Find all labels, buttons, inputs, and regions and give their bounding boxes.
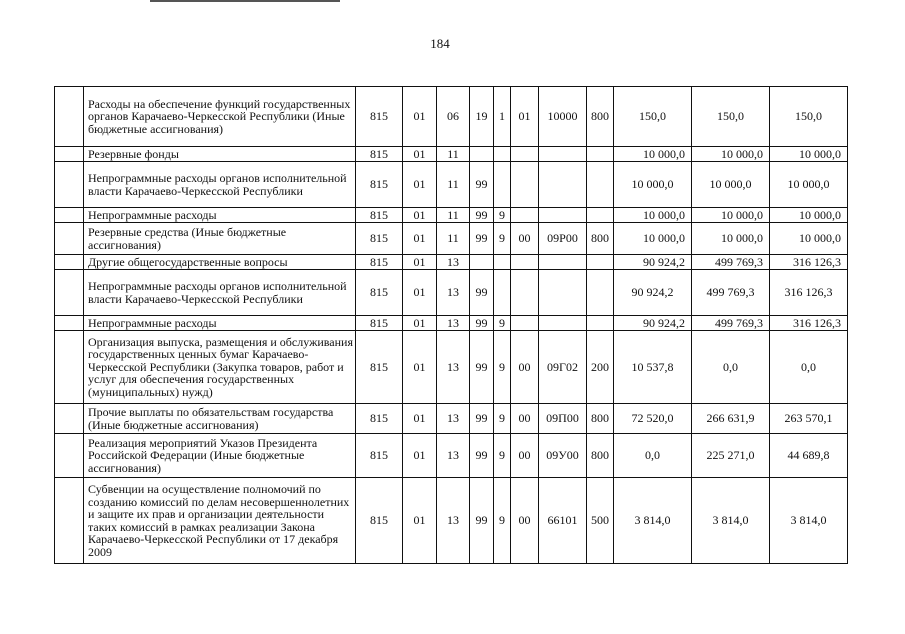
code-cell bbox=[494, 147, 511, 162]
expense-name-cell: Непрограммные расходы bbox=[84, 316, 356, 331]
code-cell: 01 bbox=[403, 434, 437, 478]
amount-cell: 266 631,9 bbox=[692, 404, 770, 434]
code-cell: 00 bbox=[511, 478, 539, 564]
code-cell: 815 bbox=[356, 404, 403, 434]
code-cell bbox=[539, 316, 587, 331]
code-cell: 9 bbox=[494, 223, 511, 255]
amount-cell: 90 924,2 bbox=[614, 316, 692, 331]
amount-cell: 10 000,0 bbox=[692, 208, 770, 223]
code-cell: 9 bbox=[494, 434, 511, 478]
table-row bbox=[55, 478, 848, 564]
page-number: 184 bbox=[430, 36, 450, 51]
code-cell bbox=[539, 208, 587, 223]
row-number-cell bbox=[55, 208, 84, 223]
amount-cell: 150,0 bbox=[692, 87, 770, 147]
code-cell: 01 bbox=[403, 87, 437, 147]
code-cell bbox=[539, 147, 587, 162]
code-cell: 815 bbox=[356, 147, 403, 162]
code-cell bbox=[587, 147, 614, 162]
code-cell: 13 bbox=[437, 255, 470, 270]
code-cell: 815 bbox=[356, 87, 403, 147]
code-cell: 815 bbox=[356, 270, 403, 316]
amount-cell: 316 126,3 bbox=[770, 270, 848, 316]
amount-cell: 10 000,0 bbox=[770, 208, 848, 223]
amount-cell: 10 000,0 bbox=[614, 162, 692, 208]
expense-name-cell: Непрограммные расходы органов исполнительной власти Карачаево-Черкесской Республики bbox=[84, 162, 356, 208]
code-cell bbox=[470, 255, 494, 270]
code-cell: 800 bbox=[587, 223, 614, 255]
code-cell: 9 bbox=[494, 316, 511, 331]
code-cell: 99 bbox=[470, 162, 494, 208]
code-cell: 10000 bbox=[539, 87, 587, 147]
row-number-cell bbox=[55, 270, 84, 316]
amount-cell: 10 000,0 bbox=[614, 223, 692, 255]
code-cell: 99 bbox=[470, 208, 494, 223]
code-cell: 815 bbox=[356, 208, 403, 223]
amount-cell: 225 271,0 bbox=[692, 434, 770, 478]
row-number-cell bbox=[55, 331, 84, 404]
amount-cell: 499 769,3 bbox=[692, 316, 770, 331]
code-cell: 99 bbox=[470, 223, 494, 255]
amount-cell: 44 689,8 bbox=[770, 434, 848, 478]
code-cell: 13 bbox=[437, 270, 470, 316]
code-cell: 09У00 bbox=[539, 434, 587, 478]
amount-cell: 10 000,0 bbox=[692, 162, 770, 208]
code-cell: 00 bbox=[511, 404, 539, 434]
code-cell: 13 bbox=[437, 478, 470, 564]
amount-cell: 10 000,0 bbox=[692, 147, 770, 162]
code-cell: 01 bbox=[403, 270, 437, 316]
expense-name-cell: Реализация мероприятий Указов Президента Российской Федерации (Иные бюджетные ассигнования) bbox=[84, 434, 356, 478]
code-cell: 200 bbox=[587, 331, 614, 404]
code-cell: 800 bbox=[587, 434, 614, 478]
amount-cell: 10 000,0 bbox=[614, 208, 692, 223]
code-cell: 01 bbox=[511, 87, 539, 147]
code-cell: 00 bbox=[511, 434, 539, 478]
code-cell: 01 bbox=[403, 147, 437, 162]
amount-cell: 316 126,3 bbox=[770, 316, 848, 331]
code-cell: 800 bbox=[587, 87, 614, 147]
code-cell: 01 bbox=[403, 478, 437, 564]
amount-cell: 0,0 bbox=[692, 331, 770, 404]
amount-cell: 3 814,0 bbox=[692, 478, 770, 564]
code-cell: 815 bbox=[356, 478, 403, 564]
code-cell: 13 bbox=[437, 404, 470, 434]
amount-cell: 150,0 bbox=[770, 87, 848, 147]
code-cell: 11 bbox=[437, 208, 470, 223]
amount-cell: 10 000,0 bbox=[770, 223, 848, 255]
row-number-cell bbox=[55, 434, 84, 478]
row-number-cell bbox=[55, 255, 84, 270]
table-row bbox=[55, 434, 848, 478]
code-cell bbox=[587, 316, 614, 331]
code-cell bbox=[587, 208, 614, 223]
code-cell: 9 bbox=[494, 208, 511, 223]
row-number-cell bbox=[55, 404, 84, 434]
amount-cell: 0,0 bbox=[614, 434, 692, 478]
table-row bbox=[55, 270, 848, 316]
expense-name-cell: Резервные средства (Иные бюджетные ассигнования) bbox=[84, 223, 356, 255]
amount-cell: 150,0 bbox=[614, 87, 692, 147]
code-cell bbox=[470, 147, 494, 162]
amount-cell: 10 000,0 bbox=[770, 147, 848, 162]
row-number-cell bbox=[55, 478, 84, 564]
code-cell: 09Р00 bbox=[539, 223, 587, 255]
code-cell bbox=[494, 255, 511, 270]
code-cell: 815 bbox=[356, 434, 403, 478]
row-number-cell bbox=[55, 223, 84, 255]
table-row bbox=[55, 147, 848, 162]
row-number-cell bbox=[55, 147, 84, 162]
amount-cell: 316 126,3 bbox=[770, 255, 848, 270]
code-cell: 9 bbox=[494, 331, 511, 404]
amount-cell: 10 000,0 bbox=[692, 223, 770, 255]
code-cell: 99 bbox=[470, 270, 494, 316]
code-cell: 09Г02 bbox=[539, 331, 587, 404]
amount-cell: 90 924,2 bbox=[614, 255, 692, 270]
code-cell: 11 bbox=[437, 162, 470, 208]
code-cell: 00 bbox=[511, 223, 539, 255]
code-cell bbox=[587, 255, 614, 270]
code-cell: 01 bbox=[403, 162, 437, 208]
code-cell: 01 bbox=[403, 208, 437, 223]
code-cell: 800 bbox=[587, 404, 614, 434]
amount-cell: 3 814,0 bbox=[770, 478, 848, 564]
table-row bbox=[55, 255, 848, 270]
code-cell bbox=[539, 255, 587, 270]
code-cell: 9 bbox=[494, 478, 511, 564]
code-cell: 99 bbox=[470, 434, 494, 478]
expense-name-cell: Резервные фонды bbox=[84, 147, 356, 162]
amount-cell: 10 000,0 bbox=[614, 147, 692, 162]
row-number-cell bbox=[55, 162, 84, 208]
amount-cell: 263 570,1 bbox=[770, 404, 848, 434]
code-cell: 01 bbox=[403, 223, 437, 255]
code-cell: 01 bbox=[403, 316, 437, 331]
code-cell: 9 bbox=[494, 404, 511, 434]
table-row bbox=[55, 208, 848, 223]
code-cell: 01 bbox=[403, 255, 437, 270]
code-cell: 19 bbox=[470, 87, 494, 147]
amount-cell: 3 814,0 bbox=[614, 478, 692, 564]
expense-name-cell: Другие общегосударственные вопросы bbox=[84, 255, 356, 270]
code-cell bbox=[511, 270, 539, 316]
expense-name-cell: Прочие выплаты по обязательствам государства (Иные бюджетные ассигнования) bbox=[84, 404, 356, 434]
code-cell: 815 bbox=[356, 331, 403, 404]
scan-edge-mark bbox=[150, 0, 340, 2]
code-cell bbox=[494, 270, 511, 316]
code-cell: 815 bbox=[356, 255, 403, 270]
expense-name-cell: Непрограммные расходы bbox=[84, 208, 356, 223]
code-cell bbox=[494, 162, 511, 208]
code-cell bbox=[511, 162, 539, 208]
amount-cell: 0,0 bbox=[770, 331, 848, 404]
code-cell: 13 bbox=[437, 434, 470, 478]
code-cell: 815 bbox=[356, 223, 403, 255]
code-cell: 99 bbox=[470, 316, 494, 331]
table-row bbox=[55, 162, 848, 208]
code-cell: 11 bbox=[437, 147, 470, 162]
table-row bbox=[55, 87, 848, 147]
expense-name-cell: Непрограммные расходы органов исполнительной власти Карачаево-Черкесской Республики bbox=[84, 270, 356, 316]
budget-table bbox=[54, 86, 848, 564]
code-cell: 11 bbox=[437, 223, 470, 255]
code-cell: 13 bbox=[437, 316, 470, 331]
code-cell: 99 bbox=[470, 478, 494, 564]
amount-cell: 499 769,3 bbox=[692, 255, 770, 270]
code-cell: 13 bbox=[437, 331, 470, 404]
code-cell: 09П00 bbox=[539, 404, 587, 434]
code-cell: 01 bbox=[403, 404, 437, 434]
amount-cell: 499 769,3 bbox=[692, 270, 770, 316]
code-cell: 66101 bbox=[539, 478, 587, 564]
table-row bbox=[55, 223, 848, 255]
amount-cell: 10 537,8 bbox=[614, 331, 692, 404]
code-cell bbox=[511, 208, 539, 223]
code-cell bbox=[511, 316, 539, 331]
row-number-cell bbox=[55, 316, 84, 331]
row-number-cell bbox=[55, 87, 84, 147]
code-cell bbox=[587, 162, 614, 208]
table-row bbox=[55, 316, 848, 331]
table-row bbox=[55, 331, 848, 404]
amount-cell: 72 520,0 bbox=[614, 404, 692, 434]
expense-name-cell: Расходы на обеспечение функций государственных органов Карачаево-Черкесской Республики (Иные бюджетные ассигнования) bbox=[84, 87, 356, 147]
code-cell: 01 bbox=[403, 331, 437, 404]
code-cell: 06 bbox=[437, 87, 470, 147]
code-cell: 99 bbox=[470, 404, 494, 434]
amount-cell: 90 924,2 bbox=[614, 270, 692, 316]
code-cell bbox=[587, 270, 614, 316]
expense-name-cell: Организация выпуска, размещения и обслуживания государственных ценных бумаг Карачаево-Черкесской Республики (Закупка товаров, работ и услуг для обеспечения государственных (муниципальных) нужд) bbox=[84, 331, 356, 404]
code-cell: 00 bbox=[511, 331, 539, 404]
code-cell: 500 bbox=[587, 478, 614, 564]
table-row bbox=[55, 404, 848, 434]
code-cell: 815 bbox=[356, 316, 403, 331]
code-cell bbox=[539, 270, 587, 316]
amount-cell: 10 000,0 bbox=[770, 162, 848, 208]
code-cell bbox=[511, 147, 539, 162]
code-cell: 99 bbox=[470, 331, 494, 404]
code-cell: 1 bbox=[494, 87, 511, 147]
code-cell: 815 bbox=[356, 162, 403, 208]
expense-name-cell: Субвенции на осуществление полномочий по созданию комиссий по делам несовершеннолетних и защите их прав и организации деятельности таких комиссий в рамках реализации Закона Карачаево-Черкесской Республики от 17 декабря 2009 bbox=[84, 478, 356, 564]
code-cell bbox=[539, 162, 587, 208]
code-cell bbox=[511, 255, 539, 270]
